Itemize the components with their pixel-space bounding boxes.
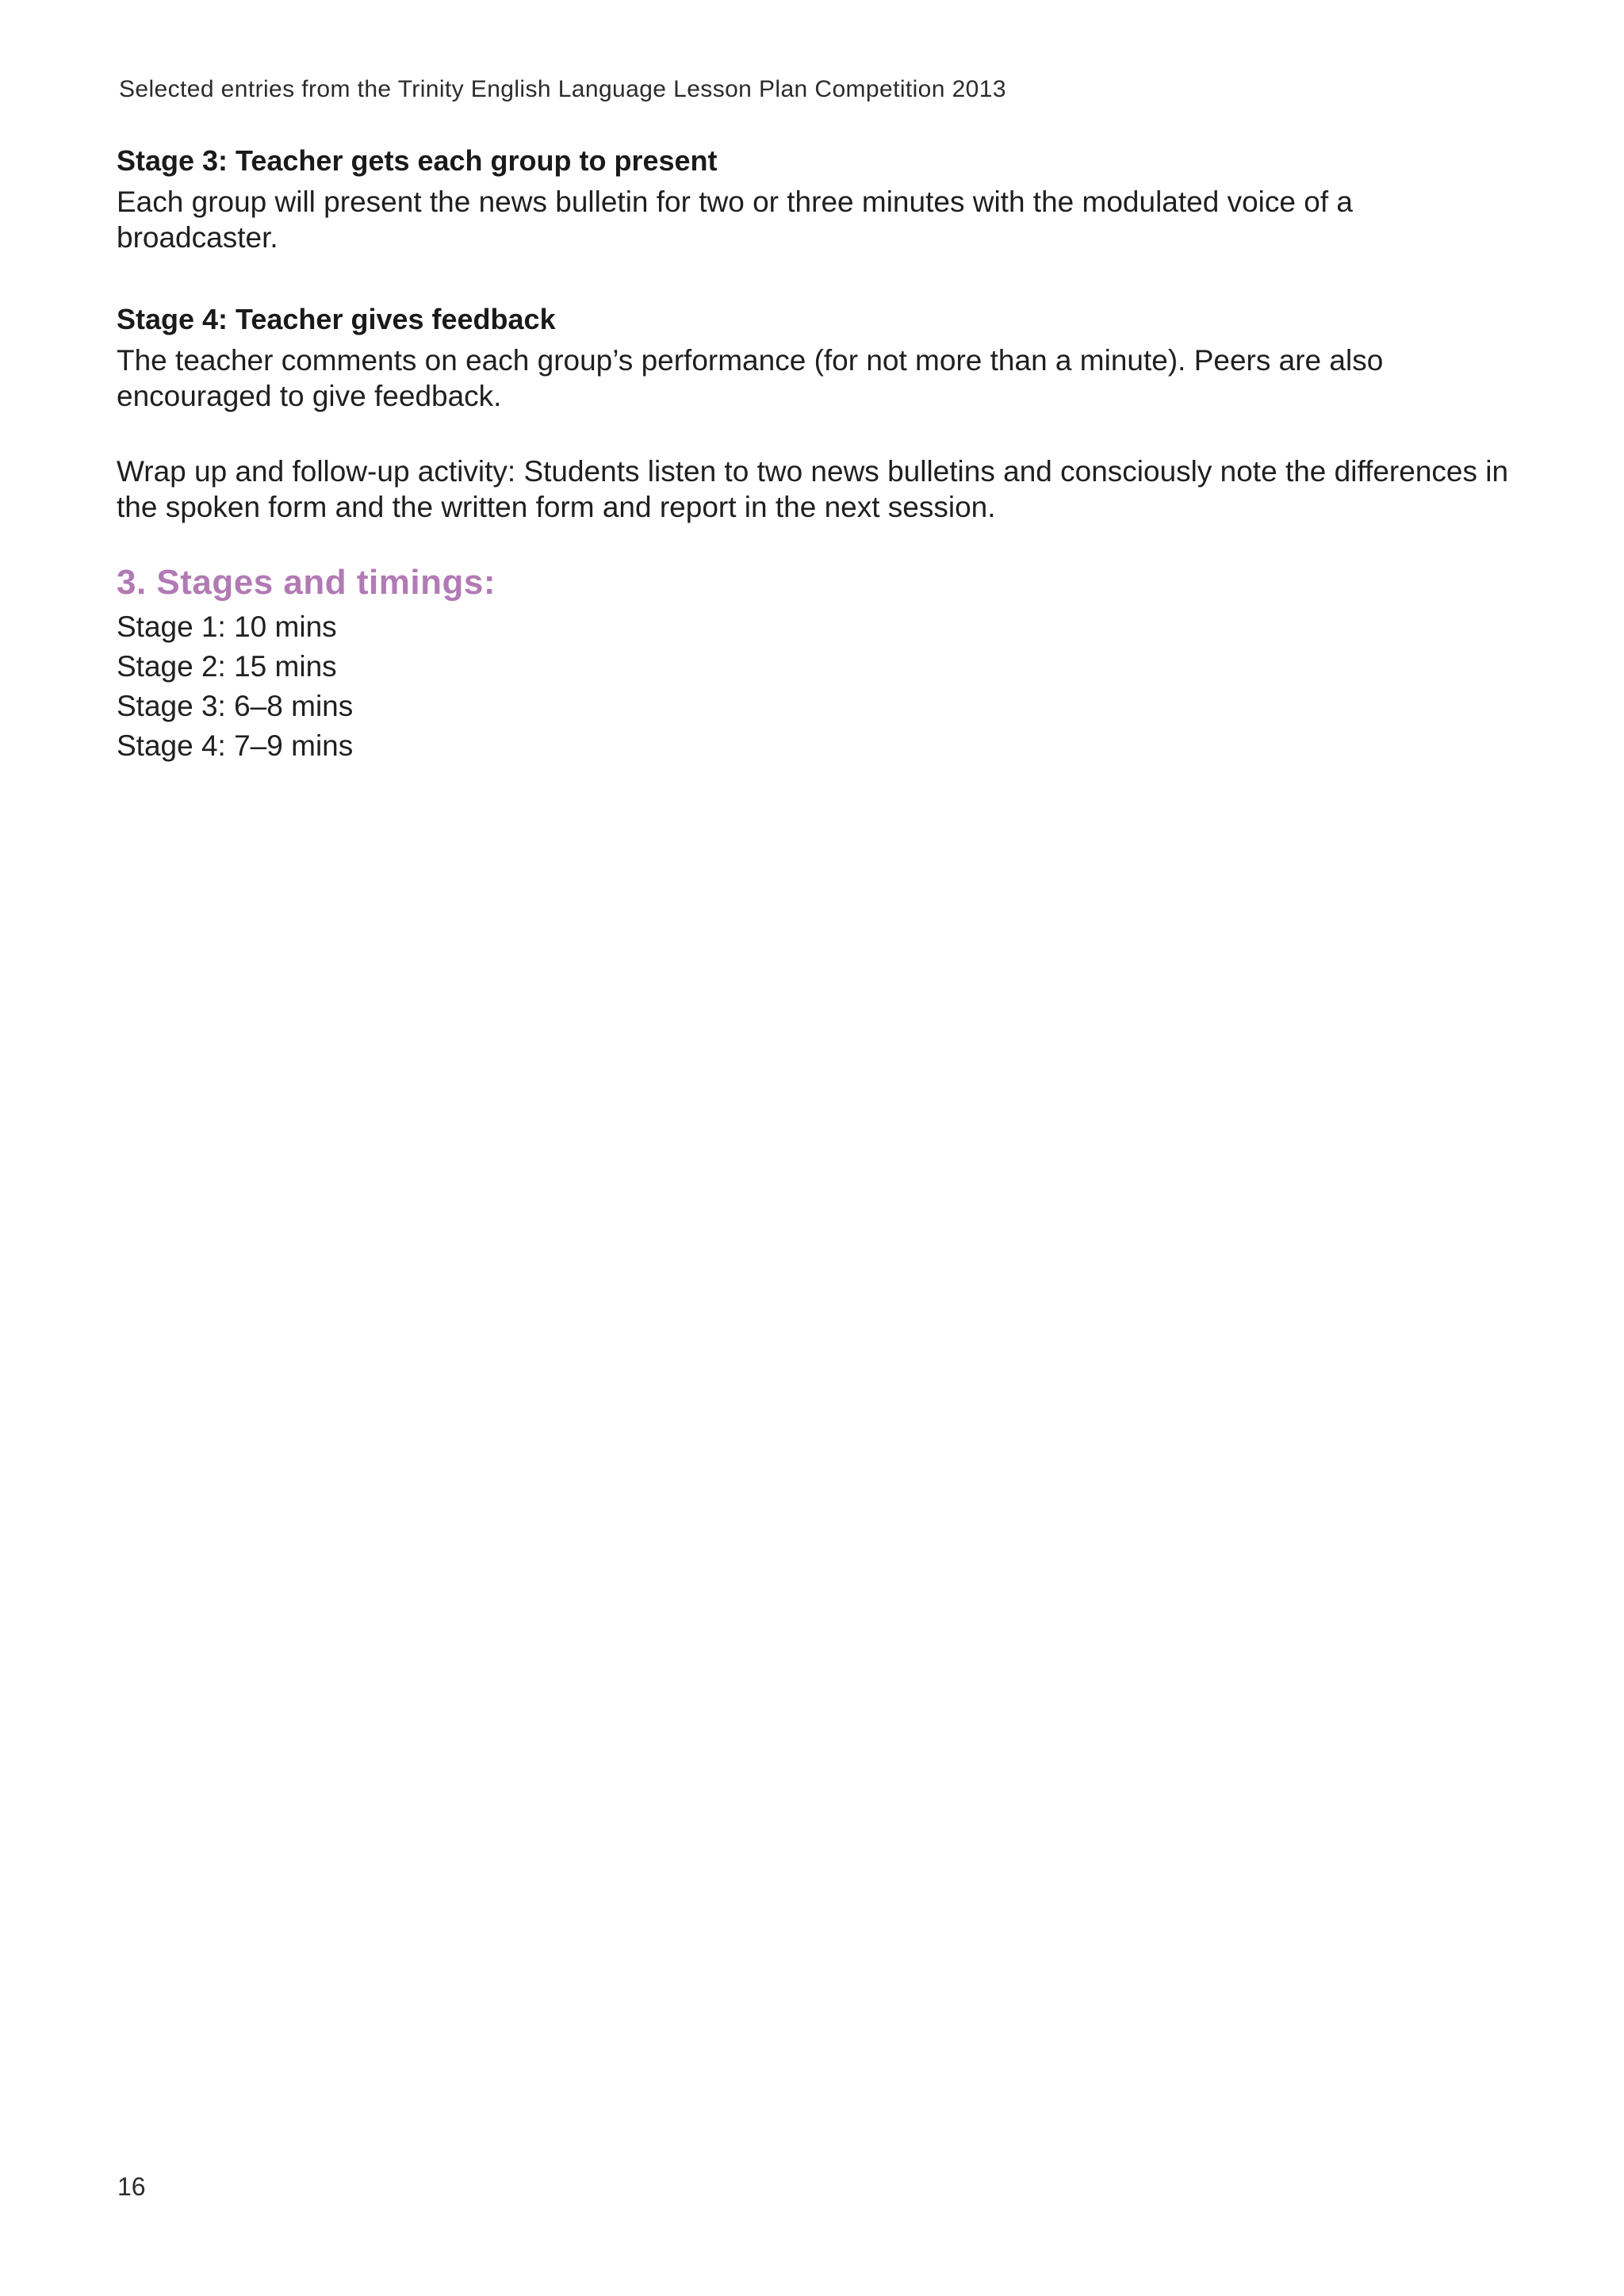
stages-timings-section	[117, 561, 1512, 766]
stages-timings-heading: 3. Stages and timings:	[117, 563, 496, 602]
timing-item-stage-3: Stage 3: 6–8 mins	[117, 690, 354, 722]
page-number: 16	[117, 2172, 146, 2201]
running-header: Selected entries from the Trinity English Language Lesson Plan Competition 2013	[119, 76, 1006, 102]
stage-4-body: The teacher comments on each group’s performance (for not more than a minute). Peers are also encouraged to give feedback.	[117, 344, 1384, 412]
timing-item-stage-2: Stage 2: 15 mins	[117, 650, 337, 683]
timing-item-stage-1: Stage 1: 10 mins	[117, 610, 337, 643]
stage-3-heading: Stage 3: Teacher gets each group to present	[117, 144, 718, 177]
timing-item-stage-4: Stage 4: 7–9 mins	[117, 729, 354, 762]
timings-list	[117, 607, 1512, 766]
stage-3-section	[117, 143, 1512, 255]
stage-4-heading: Stage 4: Teacher gives feedback	[117, 303, 556, 335]
wrap-up-section	[117, 453, 1512, 525]
page-content	[117, 143, 1512, 766]
stage-4-section	[117, 301, 1512, 414]
stage-3-body: Each group will present the news bulletin for two or three minutes with the modulated voice of a broadcaster.	[117, 186, 1353, 254]
wrap-up-body: Wrap up and follow-up activity: Students listen to two news bulletins and consciously note the differences in the spoken form and the written form and report in the next session.	[117, 455, 1509, 523]
